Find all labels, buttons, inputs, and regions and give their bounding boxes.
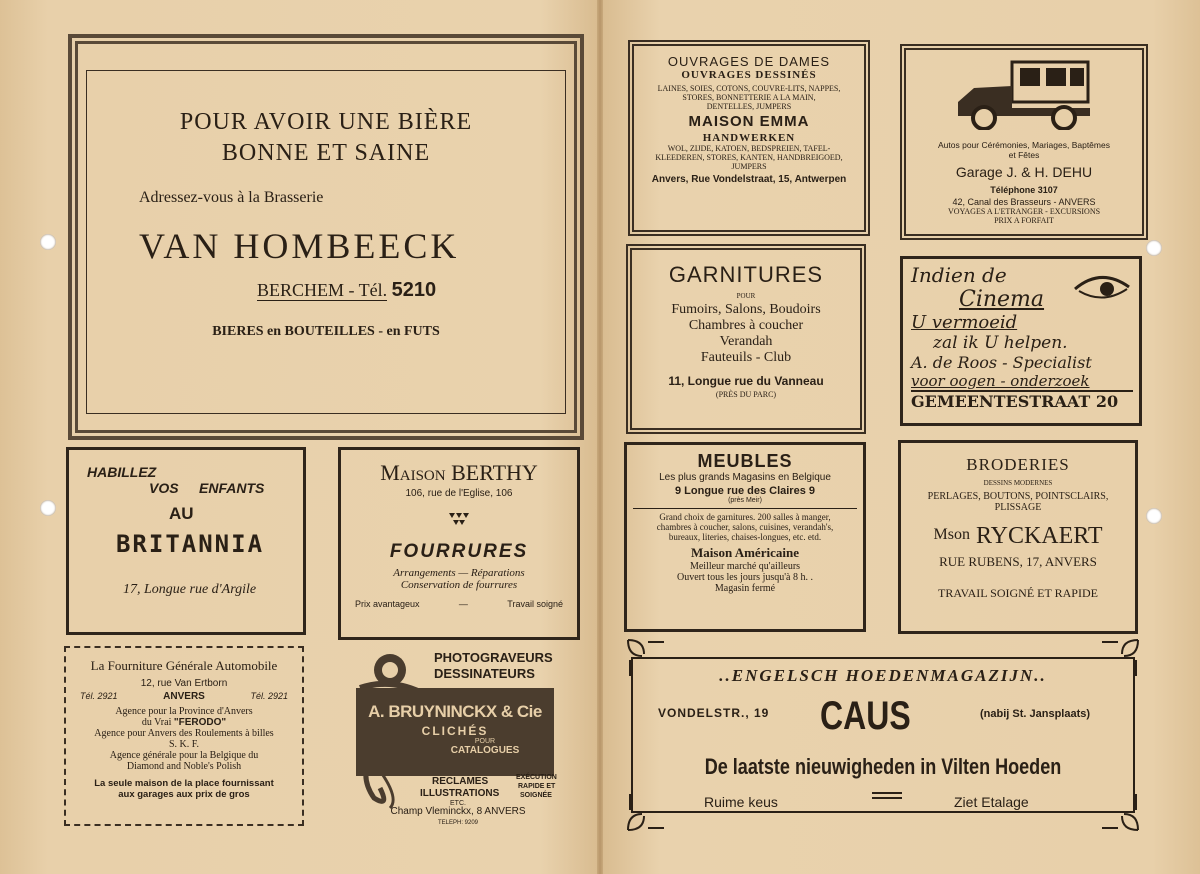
fourniture-ad — [64, 646, 304, 826]
punch-hole — [40, 500, 56, 516]
ryckaert-footer: TRAVAIL SOIGNÉ ET RAPIDE — [938, 586, 1098, 600]
berthy-name-b: BERTHY — [451, 460, 538, 485]
deroos-l4: zal ik U helpen. — [933, 333, 1068, 353]
ryckaert-l2: PLISSAGE — [994, 502, 1042, 513]
deroos-l1: Indien de — [911, 263, 1007, 287]
fourniture-a2-line — [66, 717, 302, 728]
fourniture-city: ANVERS — [163, 691, 205, 702]
bruyninckx-ad — [350, 648, 564, 828]
dehu-v1: VOYAGES A L'ETRANGER - EXCURSIONS — [947, 207, 1101, 216]
meubles-ad — [624, 442, 866, 632]
fourniture-address: 12, rue Van Ertborn — [140, 678, 228, 689]
meubles-q3: Magasin fermé — [714, 583, 776, 594]
van-hombeeck-ad — [68, 34, 584, 440]
fur-ornament-icon — [449, 513, 469, 529]
bruyninckx-illustrations: ILLUSTRATIONS — [420, 788, 500, 799]
emma-handwerken: HANDWERKEN — [702, 132, 796, 144]
bruyninckx-catalogues: CATALOGUES — [450, 745, 520, 756]
bruyninckx-e2: RAPIDE ET — [518, 783, 556, 790]
fourniture-tel-right: Tél. 2921 — [250, 691, 288, 701]
deroos-l7: GEMEENTESTRAAT 20 — [911, 390, 1133, 411]
garnitures-near: (PRÈS DU PARC) — [715, 390, 777, 399]
garnitures-l2: Chambres à coucher — [688, 318, 804, 333]
deroos-l3: U vermoeid — [911, 312, 1018, 333]
caus-divider — [872, 792, 902, 799]
berthy-line2: Conservation de fourrures — [400, 579, 518, 591]
caus-near: (nabij St. Jansplaats) — [980, 708, 1091, 720]
fourniture-a2: du Vrai — [141, 717, 172, 728]
bruyninckx-cliches: CLICHÉS — [421, 724, 489, 738]
fourniture-ferodo: "FERODO" — [173, 717, 227, 728]
fourniture-title: La Fourniture Générale Automobile — [90, 658, 278, 673]
britannia-name: BRITANNIA — [115, 530, 265, 558]
garnitures-l4: Fauteuils - Club — [700, 350, 792, 365]
emma-n1: WOL, ZIJDE, KATOEN, BEDSPREIEN, TAFEL- — [667, 144, 831, 153]
meubles-title: MEUBLES — [697, 451, 793, 471]
intro-text: Adressez-vous à la Brasserie — [139, 189, 324, 206]
dehu-ad — [900, 44, 1148, 240]
emma-t1: OUVRAGES DE DAMES — [667, 54, 831, 69]
britannia-w2: VOS — [149, 480, 179, 496]
berthy-name-a: Maison — [380, 460, 446, 485]
fourniture-a4: S. K. F. — [168, 739, 200, 750]
berthy-fourrures: FOURRURES — [389, 541, 529, 562]
berthy-address: 106, rue de l'Eglise, 106 — [405, 488, 513, 499]
phone-line — [257, 279, 565, 302]
britannia-au: AU — [169, 504, 194, 523]
bruyninckx-e3: SOIGNÉE — [520, 792, 552, 799]
automobile-icon — [954, 58, 1094, 130]
emma-n2: KLEEDEREN, STORES, KANTEN, HANDBREIGOED, — [655, 153, 843, 162]
dehu-address: 42, Canal des Brasseurs - ANVERS — [952, 197, 1096, 207]
ryckaert-sub: DESSINS MODERNES — [983, 479, 1053, 487]
garnitures-l3: Verandah — [719, 334, 773, 349]
headline-line1: POUR AVOIR UNE BIÈRE — [179, 109, 473, 135]
fourniture-tel-left: Tél. 2921 — [80, 691, 118, 701]
garnitures-ad — [626, 244, 866, 434]
meubles-name: Maison Américaine — [691, 545, 799, 560]
berthy-travail: Travail soigné — [507, 599, 563, 609]
caus-left: Ruime keus — [704, 794, 778, 810]
fourniture-b1: La seule maison de la place fournissant — [94, 778, 274, 789]
meubles-p3: bureaux, literies, chaises-longues, etc. etd. — [668, 532, 822, 542]
meubles-l1: Les plus grands Magasins en Belgique — [659, 472, 831, 483]
emma-l3: DENTELLES, JUMPERS — [706, 102, 792, 111]
britannia-address: 17, Longue rue d'Argile — [123, 582, 257, 597]
britannia-w1: HABILLEZ — [87, 464, 157, 480]
dehu-l2: et Fêtes — [1008, 150, 1040, 160]
bruyninckx-e1: EXÉCUTION — [516, 774, 557, 781]
deroos-l5: A. de Roos - Specialist — [911, 353, 1092, 372]
caus-name: CAUS — [820, 694, 911, 738]
phone-prefix: BERCHEM - Tél. — [257, 280, 388, 300]
emma-n3: JUMPERS — [731, 162, 767, 171]
ryckaert-address: RUE RUBENS, 17, ANVERS — [939, 554, 1097, 569]
garnitures-address: 11, Longue rue du Vanneau — [668, 374, 824, 388]
britannia-ad — [66, 447, 306, 635]
berthy-line1: Arrangements — Réparations — [393, 567, 525, 579]
punch-hole — [1146, 508, 1162, 524]
emma-l2: STORES, BONNETTERIE A LA MAIN, — [682, 93, 816, 102]
bruyninckx-banner — [356, 688, 554, 776]
berthy-dash: — — [458, 599, 468, 609]
fourniture-a6: Diamond and Noble's Polish — [126, 761, 242, 772]
garnitures-title: GARNITURES — [668, 262, 824, 287]
fourniture-a1: Agence pour la Province d'Anvers — [115, 706, 253, 717]
caus-street: VONDELSTR., 19 — [658, 706, 770, 720]
punch-hole — [40, 234, 56, 250]
garnitures-l1: Fumoirs, Salons, Boudoirs — [671, 302, 821, 317]
bruyninckx-reclames: RECLAMES — [432, 776, 489, 787]
bruyninckx-address: Champ Vleminckx, 8 ANVERS — [390, 806, 526, 817]
bruyninckx-t1: PHOTOGRAVEURS — [434, 650, 553, 665]
caus-right: Ziet Etalage — [954, 794, 1029, 810]
punch-hole — [1146, 240, 1162, 256]
meubles-q2: Ouvert tous les jours jusqu'à 8 h. . — [677, 572, 813, 583]
beer-tagline: BIERES en BOUTEILLES - en FUTS — [212, 324, 440, 339]
britannia-w3: ENFANTS — [199, 480, 265, 496]
meubles-l2: 9 Longue rue des Claires 9 — [675, 485, 815, 497]
deroos-ad — [900, 256, 1142, 426]
ryckaert-name-a: Mson — [933, 526, 970, 543]
meubles-p1: Grand choix de garnitures. 200 salles à manger, — [659, 512, 831, 522]
fourniture-b2: aux garages aux prix de gros — [118, 789, 250, 800]
emma-l1: LAINES, SOIES, COTONS, COUVRE-LITS, NAPPES, — [657, 84, 841, 93]
dehu-name: Garage J. & H. DEHU — [955, 164, 1093, 180]
bruyninckx-name: A. BRUYNINCKX & Cie — [368, 702, 542, 721]
berthy-name — [341, 460, 577, 486]
caus-slogan: De laatste nieuwigheden in Vilten Hoeden — [704, 754, 1062, 779]
deroos-l2: Cinema — [959, 287, 1045, 312]
ryckaert-ad — [898, 440, 1138, 634]
emma-t2: OUVRAGES DESSINÉS — [681, 69, 817, 81]
bruyninckx-t2: DESSINATEURS — [434, 666, 535, 681]
brewery-name: VAN HOMBEECK — [139, 226, 460, 266]
emma-name: MAISON EMMA — [688, 113, 810, 130]
berthy-footer — [341, 599, 577, 609]
fourniture-tel-row — [66, 691, 302, 702]
meubles-q1: Meilleur marché qu'ailleurs — [689, 561, 801, 572]
bruyninckx-tel: TELEPH: 9209 — [437, 820, 479, 826]
fourniture-a5: Agence générale pour la Belgique du — [109, 750, 259, 761]
emma-address: Anvers, Rue Vondelstraat, 15, Antwerpen — [651, 174, 847, 185]
ryckaert-title: BRODERIES — [966, 455, 1070, 474]
fourniture-a3: Agence pour Anvers des Roulements à billes — [94, 728, 274, 739]
bruyninckx-pour: POUR — [474, 738, 496, 745]
ryckaert-name — [901, 523, 1135, 550]
phone-number: 5210 — [391, 279, 437, 301]
berthy-ad — [338, 447, 580, 640]
ryckaert-l1: PERLAGES, BOUTONS, POINTSCLAIRS, — [927, 491, 1109, 502]
headline-line2: BONNE ET SAINE — [221, 140, 431, 166]
dehu-v2: PRIX A FORFAIT — [994, 216, 1054, 225]
deroos-l6: voor oogen - onderzoek — [911, 372, 1090, 390]
bruyninckx-etc: ETC. — [450, 800, 466, 807]
dehu-l1: Autos pour Cérémonies, Mariages, Baptêmes — [938, 140, 1110, 150]
dehu-tel: Téléphone 3107 — [990, 185, 1058, 195]
meubles-p2: chambres à coucher, salons, cuisines, verandah's, — [656, 522, 834, 532]
eye-icon — [1073, 265, 1131, 313]
page-fold — [597, 0, 603, 874]
emma-ad — [628, 40, 870, 236]
caus-title: ..ENGELSCH HOEDENMAGAZIJN.. — [719, 666, 1047, 685]
ryckaert-name-b: RYCKAERT — [975, 523, 1103, 549]
berthy-prix: Prix avantageux — [355, 599, 420, 609]
meubles-l3: (près Meir) — [728, 497, 762, 504]
garnitures-pour: POUR — [736, 292, 756, 300]
caus-ad — [624, 636, 1142, 834]
